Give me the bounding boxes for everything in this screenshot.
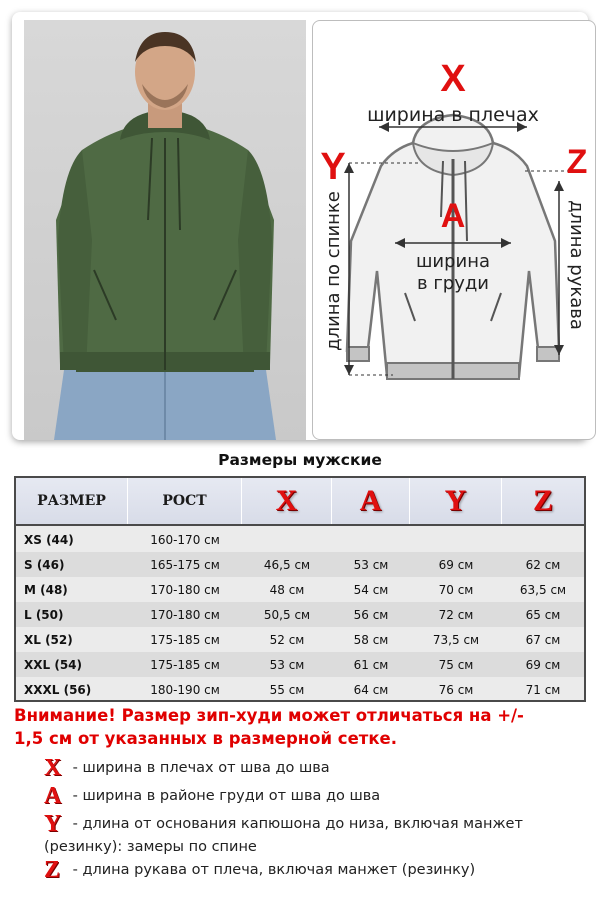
cell-height: 165-175 см bbox=[150, 557, 220, 572]
cell-z: 65 см bbox=[525, 607, 561, 622]
legend-a-key: A bbox=[44, 783, 62, 809]
cell-x: 55 см bbox=[269, 682, 305, 697]
cell-height: 180-190 см bbox=[150, 682, 220, 697]
cell-x bbox=[242, 527, 332, 552]
cell-a: 53 см bbox=[353, 557, 389, 572]
cell-z bbox=[502, 527, 584, 552]
cell-size: XXL (54) bbox=[24, 657, 82, 672]
legend-a bbox=[44, 785, 380, 808]
cell-x: 53 см bbox=[269, 657, 305, 672]
measurement-diagram bbox=[312, 20, 596, 440]
cell-y bbox=[410, 527, 502, 552]
header-size: РАЗМЕР bbox=[16, 478, 128, 524]
cell-size: S (46) bbox=[24, 557, 65, 572]
cell-size: XS (44) bbox=[24, 532, 74, 547]
cell-height: 175-185 см bbox=[150, 657, 220, 672]
legend-y-text: - длина от основания капюшона до низа, включая манжет bbox=[68, 816, 523, 832]
cell-y: 69 см bbox=[438, 557, 474, 572]
cell-z: 69 см bbox=[525, 657, 561, 672]
cell-size: M (48) bbox=[24, 582, 68, 597]
key-a-label: A bbox=[440, 197, 466, 235]
cell-size: L (50) bbox=[24, 607, 64, 622]
table-row bbox=[16, 577, 584, 602]
header-y: Y bbox=[410, 478, 502, 524]
legend-y-key: Y bbox=[44, 811, 62, 837]
legend-z-key: Z bbox=[44, 857, 61, 883]
chest-width-label-line2: в груди bbox=[416, 273, 490, 294]
legend-x bbox=[44, 757, 330, 780]
cell-y: 72 см bbox=[438, 607, 474, 622]
cell-a: 64 см bbox=[353, 682, 389, 697]
cell-x: 50,5 см bbox=[263, 607, 311, 622]
cell-size: XL (52) bbox=[24, 632, 73, 647]
cell-z: 63,5 см bbox=[519, 582, 567, 597]
legend-x-text: - ширина в плечах от шва до шва bbox=[68, 760, 330, 776]
header-a: A bbox=[332, 478, 410, 524]
cell-a bbox=[332, 527, 410, 552]
cell-y: 75 см bbox=[438, 657, 474, 672]
cell-height: 170-180 см bbox=[150, 607, 220, 622]
cell-z: 67 см bbox=[525, 632, 561, 647]
cell-height: 170-180 см bbox=[150, 582, 220, 597]
cell-height: 175-185 см bbox=[150, 632, 220, 647]
back-length-label: длина по спинке bbox=[323, 191, 344, 351]
cell-y: 73,5 см bbox=[432, 632, 480, 647]
model-illustration bbox=[24, 20, 306, 440]
sleeve-length-label: длина рукава bbox=[566, 200, 587, 330]
legend-x-key: X bbox=[44, 755, 62, 781]
cell-z: 71 см bbox=[525, 682, 561, 697]
size-table-title: Размеры мужские bbox=[218, 451, 382, 469]
legend-z bbox=[44, 859, 475, 882]
size-table-header bbox=[16, 478, 584, 526]
cell-y: 76 см bbox=[438, 682, 474, 697]
cell-x: 48 см bbox=[269, 582, 305, 597]
cell-a: 58 см bbox=[353, 632, 389, 647]
legend-y bbox=[44, 813, 523, 859]
header-x: X bbox=[242, 478, 332, 524]
cell-size: XXXL (56) bbox=[24, 682, 92, 697]
table-row bbox=[16, 677, 584, 702]
legend-z-text: - длина рукава от плеча, включая манжет (резинку) bbox=[68, 862, 476, 878]
cell-a: 61 см bbox=[353, 657, 389, 672]
key-y-label: Y bbox=[320, 146, 346, 188]
cell-a: 54 см bbox=[353, 582, 389, 597]
cell-x: 46,5 см bbox=[263, 557, 311, 572]
table-row bbox=[16, 552, 584, 577]
cell-height: 160-170 см bbox=[150, 532, 220, 547]
header-height: РОСТ bbox=[128, 478, 242, 524]
table-row bbox=[16, 527, 584, 552]
cell-z: 62 см bbox=[525, 557, 561, 572]
warning-line-1: Внимание! Размер зип-худи может отличаться на +/- bbox=[14, 706, 524, 725]
table-row bbox=[16, 652, 584, 677]
shoulder-width-label: ширина в плечах bbox=[367, 104, 539, 126]
table-row bbox=[16, 602, 584, 627]
legend-a-text: - ширина в районе груди от шва до шва bbox=[68, 788, 381, 804]
key-z-label: Z bbox=[566, 143, 588, 181]
cell-x: 52 см bbox=[269, 632, 305, 647]
model-photo bbox=[24, 20, 306, 440]
cell-a: 56 см bbox=[353, 607, 389, 622]
product-images-card bbox=[12, 12, 588, 440]
warning-line-2: 1,5 см от указанных в размерной сетке. bbox=[14, 729, 397, 748]
size-table bbox=[14, 476, 586, 702]
legend-y-text-line2: (резинку): замеры по спине bbox=[44, 839, 257, 855]
cell-y: 70 см bbox=[438, 582, 474, 597]
header-z: Z bbox=[532, 484, 553, 517]
key-x-label: X bbox=[440, 58, 466, 100]
size-warning bbox=[14, 704, 590, 750]
chest-width-label-line1: ширина bbox=[415, 251, 491, 272]
table-row bbox=[16, 627, 584, 652]
